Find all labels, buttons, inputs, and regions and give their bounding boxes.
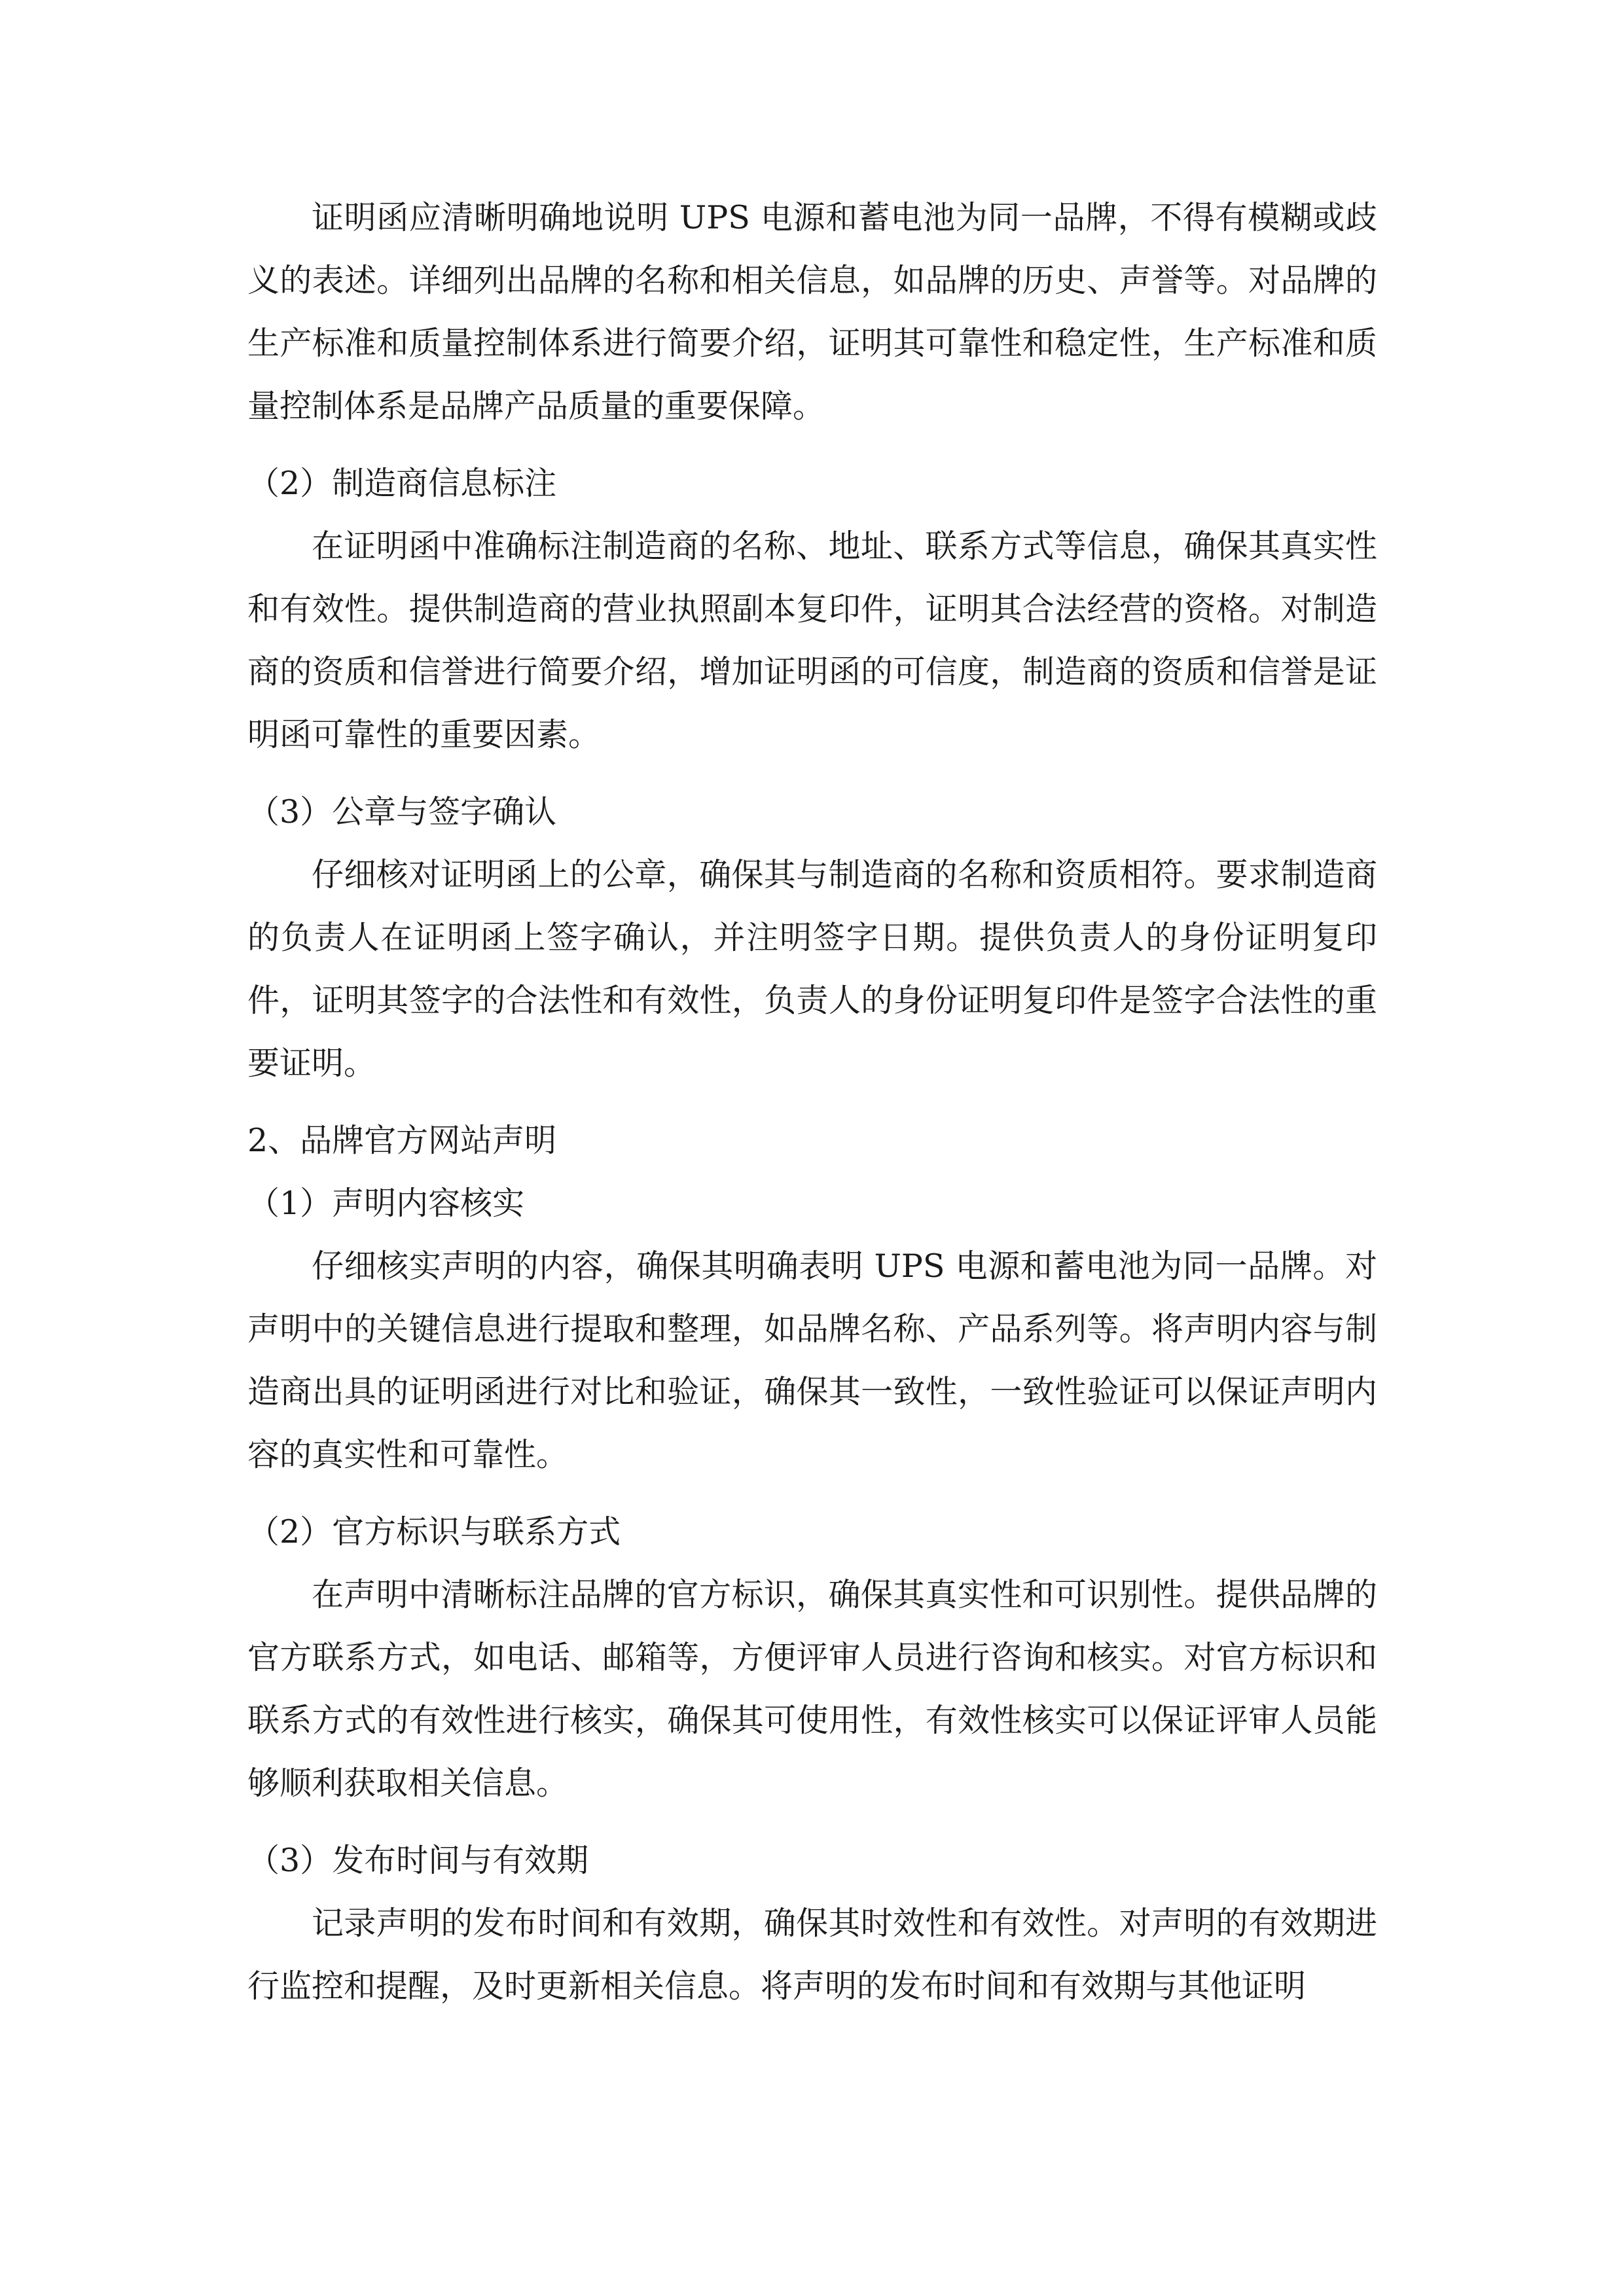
subheading-seal-signature: （3）公章与签字确认 bbox=[247, 793, 557, 831]
paragraph-seal-signature: 仔细核对证明函上的公章，确保其与制造商的名称和资质相符。要求制造商的负责人在证明函上签字确认，并注明签字日期。提供负责人的身份证明复印件，证明其签字的合法性和有效性，负责人的身份证明复印件是签字合法性的重要证明。 bbox=[247, 856, 1377, 1082]
subheading-official-logo-contact: （2）官方标识与联系方式 bbox=[247, 1513, 621, 1551]
document-body bbox=[247, 187, 1377, 2018]
subheading-release-validity: （3）发布时间与有效期 bbox=[247, 1842, 589, 1879]
paragraph-official-logo-contact: 在声明中清晰标注品牌的官方标识，确保其真实性和可识别性。提供品牌的官方联系方式，如电话、邮箱等，方便评审人员进行咨询和核实。对官方标识和联系方式的有效性进行核实，确保其可使用性，有效性核实可以保证评审人员能够顺利获取相关信息。 bbox=[247, 1576, 1377, 1802]
paragraph-content-verification: 仔细核实声明的内容，确保其明确表明 UPS 电源和蓄电池为同一品牌。对声明中的关键信息进行提取和整理，如品牌名称、产品系列等。将声明内容与制造商出具的证明函进行对比和验证，确保其一致性，一致性验证可以保证声明内容的真实性和可靠性。 bbox=[247, 1247, 1377, 1473]
paragraph-manufacturer-info: 在证明函中准确标注制造商的名称、地址、联系方式等信息，确保其真实性和有效性。提供制造商的营业执照副本复印件，证明其合法经营的资格。对制造商的资质和信誉进行简要介绍，增加证明函的可信度，制造商的资质和信誉是证明函可靠性的重要因素。 bbox=[247, 528, 1377, 753]
section-heading-official-website: 2、品牌官方网站声明 bbox=[247, 1122, 557, 1159]
subheading-content-verification: （1）声明内容核实 bbox=[247, 1185, 525, 1222]
paragraph-brand-statement: 证明函应清晰明确地说明 UPS 电源和蓄电池为同一品牌，不得有模糊或歧义的表述。详细列出品牌的名称和相关信息，如品牌的历史、声誉等。对品牌的生产标准和质量控制体系进行简要介绍，证明其可靠性和稳定性，生产标准和质量控制体系是品牌产品质量的重要保障。 bbox=[247, 199, 1377, 425]
subheading-manufacturer-info: （2）制造商信息标注 bbox=[247, 465, 557, 502]
paragraph-release-validity: 记录声明的发布时间和有效期，确保其时效性和有效性。对声明的有效期进行监控和提醒，及时更新相关信息。将声明的发布时间和有效期与其他证明 bbox=[247, 1905, 1377, 2005]
